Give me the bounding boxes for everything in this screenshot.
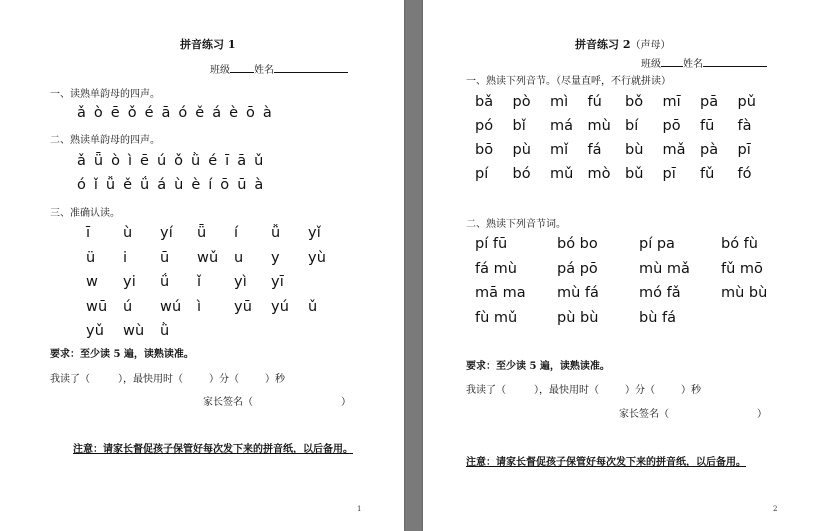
- syllable-cell: fó: [737, 166, 752, 182]
- worksheet-page-1: [0, 0, 404, 531]
- syllable-cell: pī: [737, 142, 751, 158]
- requirement-text: 要求：至少读 5 遍，读熟读准。: [466, 361, 610, 372]
- syllable-cell: bǔ: [625, 166, 644, 182]
- section-1-heading: 一、熟读下列音节。（尽量直呼，不行就拼读）: [466, 76, 671, 87]
- pinyin-cell: ǖ: [197, 225, 207, 241]
- pinyin-cell: i: [123, 249, 128, 266]
- word-cell: bó bo: [557, 236, 598, 252]
- syllable-cell: fū: [700, 118, 715, 134]
- syllable-cell: fá: [587, 142, 602, 158]
- syllable-cell: bǒ: [625, 94, 644, 110]
- pinyin-cell: wù: [123, 323, 145, 339]
- word-cell: mó fǎ: [639, 285, 681, 301]
- syllable-cell: mī: [662, 94, 681, 110]
- page-number: 2: [773, 505, 778, 513]
- word-cell: bó fù: [721, 236, 758, 252]
- section-1-heading: 一、读熟单韵母的四声。: [50, 89, 160, 100]
- syllable-cell: mǔ: [550, 166, 574, 182]
- pinyin-cell: yū: [234, 298, 253, 315]
- pinyin-cell: wǔ: [197, 249, 219, 266]
- pinyin-cell: u: [234, 249, 244, 266]
- syllable-cell: pà: [700, 142, 719, 158]
- syllable-cell: pā: [700, 94, 719, 110]
- word-cell: pí pa: [639, 236, 675, 252]
- parent-signature: [203, 393, 351, 408]
- pinyin-cell: yù: [308, 249, 327, 266]
- word-cell: fá mù: [475, 260, 517, 277]
- pinyin-cell: wū: [86, 298, 108, 315]
- pinyin-cell: ī: [86, 225, 91, 241]
- pinyin-row: ǎ ǖ ò ì ē ú ǒ ǜ é ī ā ǔ: [77, 153, 264, 169]
- syllable-cell: mǎ: [662, 142, 686, 158]
- reading-record: [466, 381, 701, 396]
- pinyin-cell: y: [271, 249, 280, 266]
- pinyin-cell: ǜ: [160, 323, 170, 339]
- pinyin-cell: í: [234, 225, 239, 241]
- syllable-cell: bù: [625, 142, 644, 158]
- syllable-cell: pō: [662, 118, 681, 134]
- parent-signature-label: 家长签名（: [619, 409, 669, 420]
- pinyin-row: ǎ ò ē ǒ é ā ó ě á è ō à: [77, 105, 273, 121]
- pinyin-cell: yì: [234, 274, 248, 290]
- name-label: 姓名: [683, 59, 703, 70]
- word-cell: bù fá: [639, 309, 676, 326]
- word-cell: pí fū: [475, 236, 508, 252]
- worksheet-page-2: [423, 0, 819, 531]
- pinyin-cell: yi: [123, 274, 137, 290]
- syllable-cell: pò: [512, 94, 531, 110]
- syllable-cell: má: [550, 118, 574, 134]
- fastest-time-label: ），最快用时（: [534, 385, 599, 396]
- pinyin-cell: ǚ: [271, 225, 281, 241]
- note-text: 注意：请家长督促孩子保管好每次发下来的拼音纸，以后备用。: [466, 457, 746, 468]
- syllable-cell: pí: [475, 166, 489, 182]
- syllable-cell: pó: [475, 118, 494, 134]
- page-number: 1: [357, 505, 362, 513]
- minutes-label: ）分（: [209, 374, 239, 385]
- class-name-line: [641, 55, 767, 70]
- pinyin-cell: ù: [123, 225, 133, 241]
- syllable-cell: mǐ: [550, 142, 569, 158]
- word-cell: mù bù: [721, 285, 768, 301]
- class-label: 班级: [641, 59, 661, 70]
- syllable-cell: pù: [512, 142, 531, 158]
- syllable-cell: bǐ: [512, 118, 526, 134]
- class-name-line: [210, 61, 348, 76]
- pinyin-cell: ǔ: [308, 298, 318, 315]
- pinyin-cell: yí: [160, 225, 174, 241]
- section-2-heading: 二、熟读单韵母的四声。: [50, 135, 160, 146]
- page-title: [575, 36, 670, 52]
- syllable-cell: bǎ: [475, 94, 494, 110]
- syllable-cell: pǔ: [737, 94, 756, 110]
- pinyin-cell: yú: [271, 298, 290, 315]
- word-cell: pù bù: [557, 309, 599, 326]
- word-cell: fù mǔ: [475, 309, 518, 326]
- pinyin-cell: ǐ: [197, 274, 202, 290]
- page-title-text: 拼音练习 2: [575, 38, 631, 51]
- parent-signature-close: ）: [757, 409, 767, 420]
- class-label: 班级: [210, 65, 230, 76]
- parent-signature: [619, 405, 767, 420]
- name-blank[interactable]: [274, 62, 348, 73]
- page-subtitle: （声母）: [630, 40, 671, 51]
- syllable-cell: bō: [475, 142, 494, 158]
- parent-signature-close: ）: [341, 397, 351, 408]
- pinyin-row: ó ǐ ǚ ě ǘ á ù è í ō ū à: [77, 177, 264, 193]
- syllable-cell: bó: [512, 166, 531, 182]
- minutes-label: ）分（: [625, 385, 655, 396]
- section-2-heading: 二、熟读下列音节词。: [466, 219, 566, 230]
- word-cell: mù mǎ: [639, 260, 690, 277]
- seconds-label: ）秒: [681, 385, 701, 396]
- parent-signature-label: 家长签名（: [203, 397, 253, 408]
- pinyin-cell: yī: [271, 274, 285, 290]
- reading-record: [50, 370, 285, 385]
- pinyin-cell: w: [86, 274, 99, 290]
- syllable-cell: mò: [587, 166, 611, 182]
- syllable-cell: pī: [662, 166, 676, 182]
- word-cell: pá pō: [557, 260, 598, 277]
- name-label: 姓名: [254, 65, 274, 76]
- read-count-label: 我读了（: [466, 385, 506, 396]
- note-text: 注意：请家长督促孩子保管好每次发下来的拼音纸，以后备用。: [73, 444, 353, 455]
- pinyin-cell: yǔ: [86, 323, 105, 339]
- syllable-cell: mù: [587, 118, 611, 134]
- syllable-cell: fǔ: [700, 166, 715, 182]
- syllable-cell: fú: [587, 94, 602, 110]
- word-cell: mù fá: [557, 285, 599, 301]
- read-count-label: 我读了（: [50, 374, 90, 385]
- pinyin-cell: ū: [160, 249, 170, 266]
- syllable-cell: fà: [737, 118, 752, 134]
- name-blank[interactable]: [703, 56, 767, 67]
- word-cell: mā ma: [475, 285, 526, 301]
- class-blank[interactable]: [661, 56, 683, 67]
- seconds-label: ）秒: [265, 374, 285, 385]
- class-blank[interactable]: [230, 62, 254, 73]
- requirement-text: 要求：至少读 5 遍，读熟读准。: [50, 349, 194, 360]
- syllable-cell: mì: [550, 94, 569, 110]
- fastest-time-label: ），最快用时（: [118, 374, 183, 385]
- word-cell: fǔ mō: [721, 260, 763, 277]
- syllable-cell: bí: [625, 118, 639, 134]
- section-3-heading: 三、准确认读。: [50, 208, 120, 219]
- pinyin-cell: ì: [197, 298, 202, 315]
- page-title: 拼音练习 1: [180, 38, 236, 51]
- pinyin-cell: ǘ: [160, 274, 170, 290]
- pinyin-cell: ú: [123, 298, 133, 315]
- pinyin-cell: yǐ: [308, 225, 322, 241]
- pinyin-cell: ü: [86, 249, 96, 266]
- pinyin-cell: wú: [160, 298, 182, 315]
